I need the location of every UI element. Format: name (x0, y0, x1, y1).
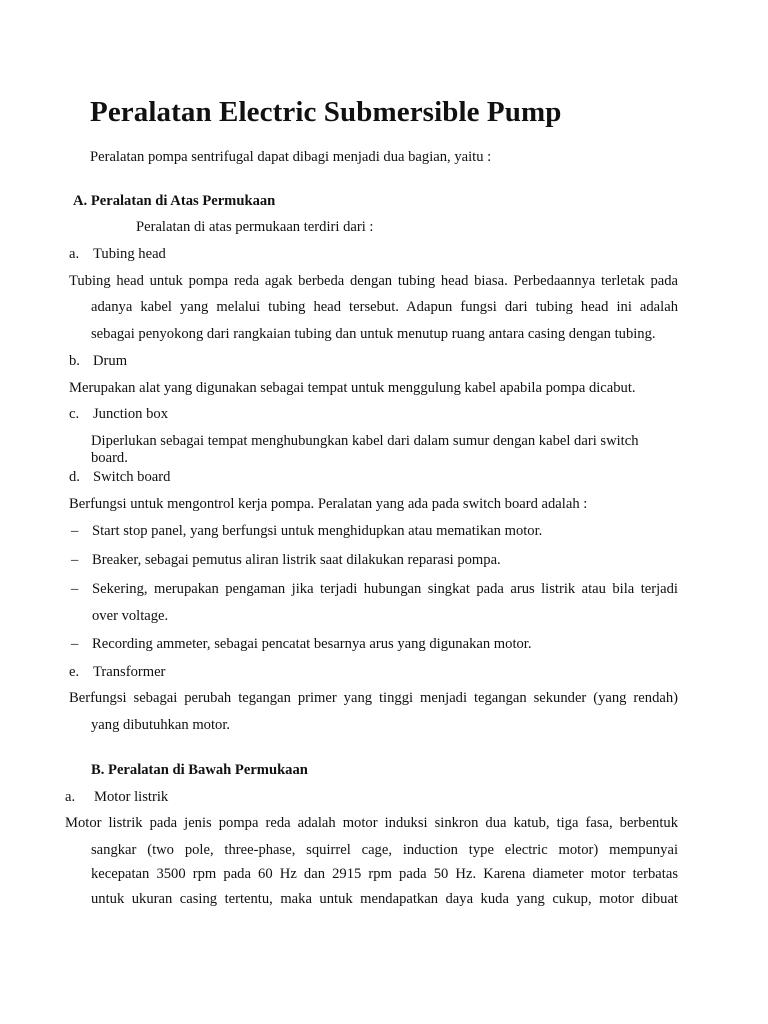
bullet-text: over voltage. (92, 608, 169, 624)
paragraph-line: Merupakan alat yang digunakan sebagai tempat untuk menggulung kabel apabila pompa dicabut. (69, 380, 636, 396)
paragraph-line: Tubing head untuk pompa reda agak berbeda dengan tubing head biasa. Perbedaannya terletak pada (69, 273, 678, 289)
item-marker: d. (69, 469, 80, 485)
item-label-drum: Drum (93, 353, 128, 369)
bullet-text: Breaker, sebagai pemutus aliran listrik saat dilakukan reparasi pompa. (92, 552, 501, 568)
item-label-transformer: Transformer (93, 664, 166, 680)
item-marker: a. (69, 246, 80, 262)
paragraph-line: kecepatan 3500 rpm pada 60 Hz dan 2915 rpm pada 50 Hz. Karena diameter motor terbatas (91, 866, 678, 882)
item-marker: b. (69, 353, 80, 369)
bullet-text: Start stop panel, yang berfungsi untuk menghidupkan atau mematikan motor. (92, 523, 543, 539)
bullet-dash: – (71, 581, 79, 597)
item-marker: c. (69, 406, 80, 422)
item-label-motor-listrik: Motor listrik (94, 789, 169, 805)
bullet-dash: – (71, 552, 79, 568)
item-marker: a. (65, 789, 76, 805)
paragraph-line: Berfungsi untuk mengontrol kerja pompa. Peralatan yang ada pada switch board adalah : (69, 496, 588, 512)
bullet-dash: – (71, 636, 79, 652)
paragraph-line: sebagai penyokong dari rangkaian tubing dan untuk menutup ruang antara casing dengan tubing. (91, 326, 656, 342)
document-title: Peralatan Electric Submersible Pump (90, 96, 562, 128)
paragraph-line: untuk ukuran casing tertentu, maka untuk mendapatkan daya kuda yang cukup, motor dibuat (91, 891, 678, 907)
bullet-text: Recording ammeter, sebagai pencatat besarnya arus yang digunakan motor. (92, 636, 532, 652)
paragraph-line: adanya kabel yang melalui tubing head tersebut. Adapun fungsi dari tubing head ini adalah (91, 299, 678, 315)
intro-paragraph: Peralatan pompa sentrifugal dapat dibagi menjadi dua bagian, yaitu : (90, 149, 492, 165)
paragraph-line: board. (91, 450, 128, 466)
section-a-intro: Peralatan di atas permukaan terdiri dari : (136, 219, 374, 235)
paragraph-line: Berfungsi sebagai perubah tegangan primer yang tinggi menjadi tegangan sekunder (yang rendah) (69, 690, 678, 706)
paragraph-line: Diperlukan sebagai tempat menghubungkan kabel dari dalam sumur dengan kabel dari switch (91, 433, 639, 449)
item-label-switch-board: Switch board (93, 469, 171, 485)
paragraph-line: sangkar (two pole, three-phase, squirrel cage, induction type electric motor) mempunyai (91, 842, 678, 858)
section-a-heading: A. Peralatan di Atas Permukaan (73, 193, 276, 209)
item-label-junction-box: Junction box (93, 406, 168, 422)
paragraph-line: Motor listrik pada jenis pompa reda adalah motor induksi sinkron dua katub, tiga fasa, berbentuk (65, 815, 678, 831)
paragraph-line: yang dibutuhkan motor. (91, 717, 231, 733)
section-b-heading: B. Peralatan di Bawah Permukaan (91, 762, 308, 778)
item-marker: e. (69, 664, 80, 680)
bullet-text: Sekering, merupakan pengaman jika terjadi hubungan singkat pada arus listrik atau bila terjadi (92, 581, 678, 597)
bullet-dash: – (71, 523, 79, 539)
item-label-tubing-head: Tubing head (93, 246, 166, 262)
